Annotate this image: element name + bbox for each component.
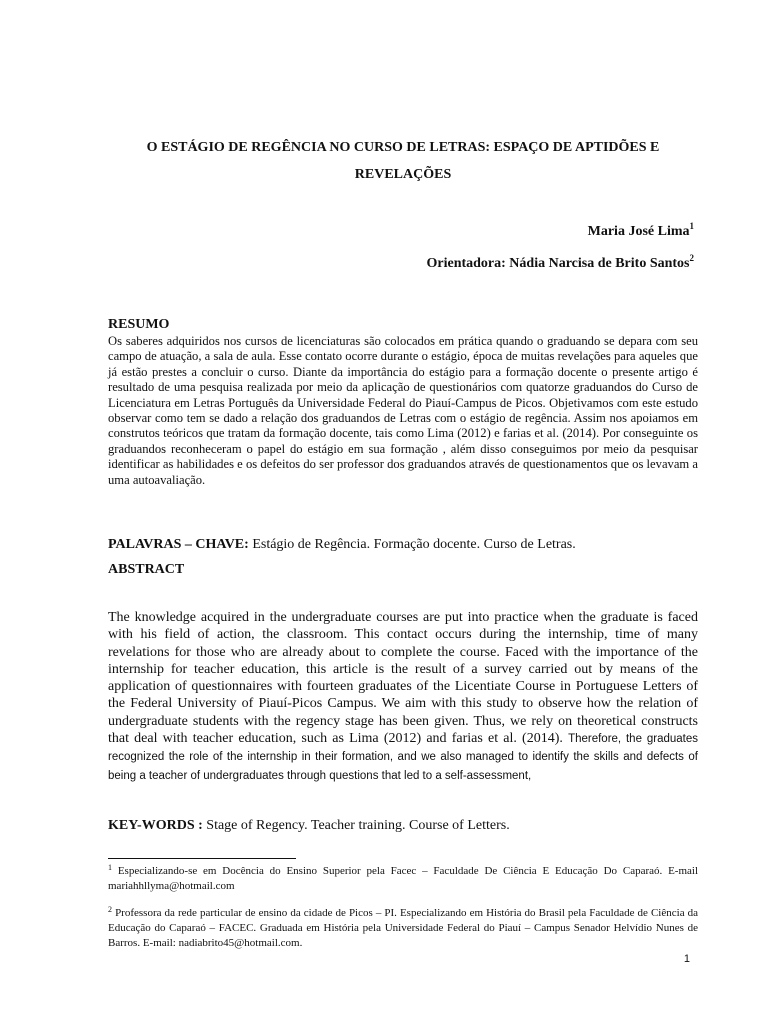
advisor-name: Orientadora: Nádia Narcisa de Brito Santos — [426, 256, 690, 271]
palavras-chave-label: PALAVRAS – CHAVE: — [108, 537, 249, 552]
footnote-1 — [108, 864, 698, 894]
abstract-body — [108, 609, 698, 785]
footnote-divider — [108, 858, 296, 859]
palavras-chave — [108, 537, 576, 553]
keywords — [108, 818, 510, 834]
footnote-1-marker: 1 — [108, 863, 112, 872]
author-name: Maria José Lima — [587, 224, 690, 239]
advisor — [426, 253, 694, 272]
footnote-2-text: Professora da rede particular de ensino da cidade de Picos – PI. Especializando em História do Brasil pela Faculdade de Ciência da Educação do Caparaó – FACEC. Graduada em História pela Universidade Federal do Piauí – Campus Senador Helvídio Nunes de Barros. E-mail: nadiabrito45@hotmail.com. — [108, 907, 699, 950]
resumo-heading: RESUMO — [108, 317, 170, 332]
author-footnote-marker: 1 — [689, 221, 694, 231]
abstract-heading: ABSTRACT — [108, 562, 185, 577]
abstract-text: The knowledge acquired in the undergraduate courses are put into practice when the graduate is faced with his field of action, the classroom. This contact occurs during the internship, time of many revelations for those who are already about to complete the course. Faced with the importance of the internship for teacher education, this article is the result of a survey carried out by means of the application of questionnaires with fourteen graduates of the Licentiate Course in Portuguese Letters of the Federal University of Piauí-Picos Campus. We aim with this study to observe how the relation of undergraduate students with the regency stage has been given. Thus, we rely on theoretical constructs that deal with teacher education, such as Lima (2012) and farias et al. (2014). — [108, 610, 698, 747]
advisor-footnote-marker: 2 — [689, 253, 694, 263]
keywords-text: Stage of Regency. Teacher training. Course of Letters. — [206, 818, 510, 833]
footnote-2 — [108, 906, 698, 952]
keywords-label: KEY-WORDS : — [108, 818, 203, 833]
page-number: 1 — [683, 953, 690, 965]
author — [587, 221, 694, 240]
footnote-1-text: Especializando-se em Docência do Ensino Superior pela Facec – Faculdade De Ciência E Educação Do Caparaó. E-mail mariahhllyma@hotmail.com — [108, 865, 699, 893]
footnote-2-marker: 2 — [108, 905, 112, 914]
abstract-text-sans: Therefore, the graduates recognized the role of the internship in their formation, and we also managed to identify the skills and defects of being a teacher of undergraduates through questions that led to a self-assessment, — [108, 733, 698, 782]
resumo-body: Os saberes adquiridos nos cursos de licenciaturas são colocados em prática quando o graduando se depara com seu campo de atuação, a sala de aula. Esse contato ocorre durante o estágio, época de muitas revelações para aqueles que já estão prestes a concluir o curso. Diante da importância do estágio para a formação docente o presente artigo é resultado de uma pesquisa realizada por meio da aplicação de questionários com quatorze graduandos do Curso de Licenciatura em Letras Português da Universidade Federal do Piauí-Campus de Picos. Objetivamos com este estudo observar como tem se dado a relação dos graduandos de Letras com o estágio de regência. Assim nos apoiamos em construtos teóricos que tratam da formação docente, tais como Lima (2012) e farias et al. (2014). Por conseguinte os graduandos reconheceram o papel do estágio em sua formação , além disso conseguimos por meio da pesquisar identificar as habilidades e os defeitos do ser professor dos graduandos através de questionamentos que os levavam a uma autoavaliação. — [108, 334, 698, 487]
paper-title: O ESTÁGIO DE REGÊNCIA NO CURSO DE LETRAS: ESPAÇO DE APTIDÕES E REVELAÇÕES — [146, 140, 660, 182]
palavras-chave-text: Estágio de Regência. Formação docente. Curso de Letras. — [252, 537, 576, 552]
